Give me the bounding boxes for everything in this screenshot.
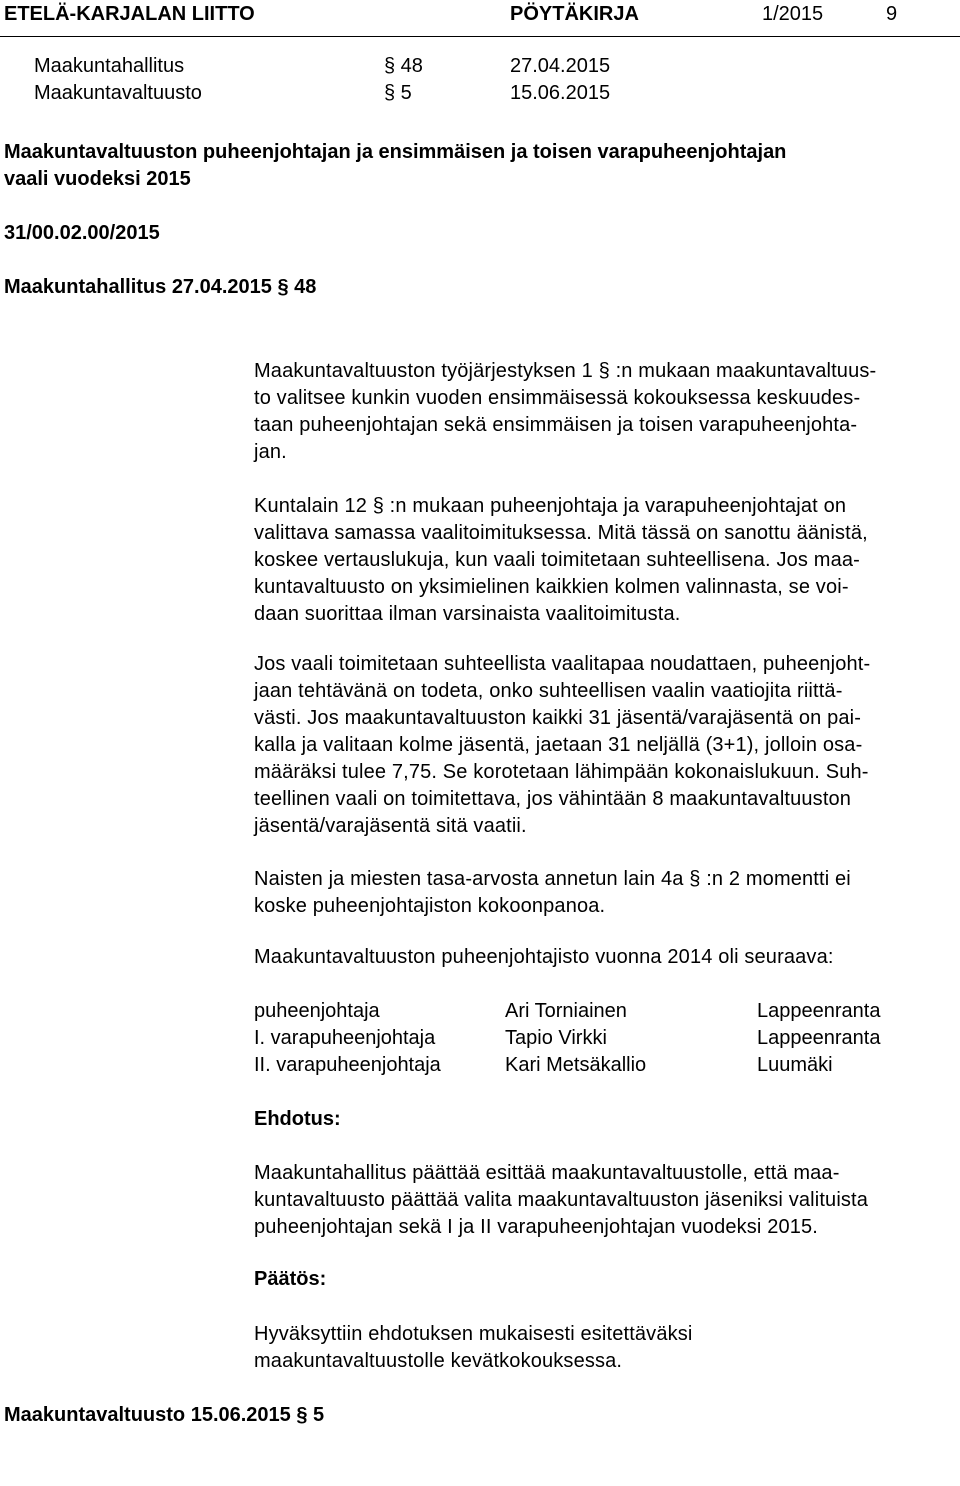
text-line: Maakuntavaltuuston puheenjohtajisto vuonna 2014 oli seuraava: <box>254 946 834 968</box>
officer-role: puheenjohtaja <box>254 1000 380 1022</box>
text-line: Jos vaali toimitetaan suhteellista vaalitapaa noudattaen, puheenjoht- <box>254 653 871 675</box>
officer-municipality: Lappeenranta <box>757 1000 881 1022</box>
text-line: västi. Jos maakuntavaltuuston kaikki 31 jäsentä/varajäsentä on pai- <box>254 707 862 729</box>
paragraph-local-government-act <box>254 493 958 628</box>
meeting-date: 15.06.2015 <box>510 82 611 104</box>
meeting-body: Maakuntavaltuusto <box>34 82 202 104</box>
text-line: Maakuntavaltuuston työjärjestyksen 1 § :n mukaan maakuntavaltuus- <box>254 360 877 382</box>
text-line: puheenjohtajan sekä I ja II varapuheenjohtajan vuodeksi 2015. <box>254 1216 819 1238</box>
matter-title-line: vaali vuodeksi 2015 <box>4 168 191 190</box>
decision-heading: Päätös: <box>254 1268 327 1290</box>
text-line: kuntavaltuusto on yksimielinen kaikkien kolmen valinnasta, se voi- <box>254 576 849 598</box>
officer-municipality: Lappeenranta <box>757 1027 881 1049</box>
council-decision-header: Maakuntavaltuusto 15.06.2015 § 5 <box>4 1404 325 1426</box>
text-line: Naisten ja miesten tasa-arvosta annetun lain 4a § :n 2 momentti ei <box>254 868 851 890</box>
text-line: koske puheenjohtajiston kokoonpanoa. <box>254 895 606 917</box>
meeting-date: 27.04.2015 <box>510 55 611 77</box>
text-line: Kuntalain 12 § :n mukaan puheenjohtaja ja varapuheenjohtajat on <box>254 495 847 517</box>
paragraph-proportional-election <box>254 651 958 840</box>
proposal-heading: Ehdotus: <box>254 1108 341 1130</box>
paragraph-equality-act <box>254 866 958 920</box>
record-number: 31/00.02.00/2015 <box>4 222 160 244</box>
text-line: Hyväksyttiin ehdotuksen mukaisesti esitettäväksi <box>254 1323 693 1345</box>
text-line: jan. <box>254 441 287 463</box>
organization-name: ETELÄ-KARJALAN LIITTO <box>4 3 255 25</box>
officer-name: Kari Metsäkallio <box>505 1054 647 1076</box>
text-line: koskee vertauslukuja, kun vaali toimitetaan suhteellisena. Jos maa- <box>254 549 860 571</box>
header-rule <box>0 36 960 37</box>
meeting-section: § 48 <box>384 55 423 77</box>
text-line: jaan tehtävänä on todeta, onko suhteellisen vaalin vaatiojita riittä- <box>254 680 843 702</box>
officer-role: I. varapuheenjohtaja <box>254 1027 436 1049</box>
text-line: to valitsee kunkin vuoden ensimmäisessä kokouksessa keskuudes- <box>254 387 861 409</box>
text-line: kalla ja valitaan kolme jäsentä, jaetaan 31 neljällä (3+1), jolloin osa- <box>254 734 863 756</box>
proposal-text <box>254 1160 958 1241</box>
meeting-section: § 5 <box>384 82 412 104</box>
paragraph-rules-of-procedure <box>254 358 958 466</box>
matter-title-line: Maakuntavaltuuston puheenjohtajan ja ensimmäisen ja toisen varapuheenjohtajan <box>4 141 787 163</box>
decision-text <box>254 1321 958 1375</box>
text-line: teellinen vaali on toimitettava, jos vähintään 8 maakuntavaltuuston <box>254 788 852 810</box>
text-line: maakuntavaltuustolle kevätkokouksessa. <box>254 1350 623 1372</box>
officer-role: II. varapuheenjohtaja <box>254 1054 441 1076</box>
text-line: Maakuntahallitus päättää esittää maakuntavaltuustolle, että maa- <box>254 1162 840 1184</box>
document-type: PÖYTÄKIRJA <box>510 3 639 25</box>
page-number: 9 <box>886 3 898 25</box>
text-line: valittava samassa vaalitoimituksessa. Mitä tässä on sanottu äänistä, <box>254 522 868 544</box>
text-line: määräksi tulee 7,75. Se korotetaan lähimpään kokonaislukuun. Suh- <box>254 761 869 783</box>
officer-municipality: Luumäki <box>757 1054 833 1076</box>
text-line: taan puheenjohtajan sekä ensimmäisen ja toisen varapuheenjohta- <box>254 414 858 436</box>
meeting-body: Maakuntahallitus <box>34 55 185 77</box>
officer-name: Tapio Virkki <box>505 1027 607 1049</box>
paragraph-officers-intro <box>254 944 958 971</box>
board-decision-header: Maakuntahallitus 27.04.2015 § 48 <box>4 276 317 298</box>
document-number: 1/2015 <box>762 3 824 25</box>
text-line: kuntavaltuusto päättää valita maakuntavaltuuston jäseniksi valituista <box>254 1189 869 1211</box>
officer-name: Ari Torniainen <box>505 1000 627 1022</box>
text-line: jäsentä/varajäsentä sitä vaatii. <box>254 815 527 837</box>
text-line: daan suorittaa ilman varsinaista vaalitoimitusta. <box>254 603 681 625</box>
